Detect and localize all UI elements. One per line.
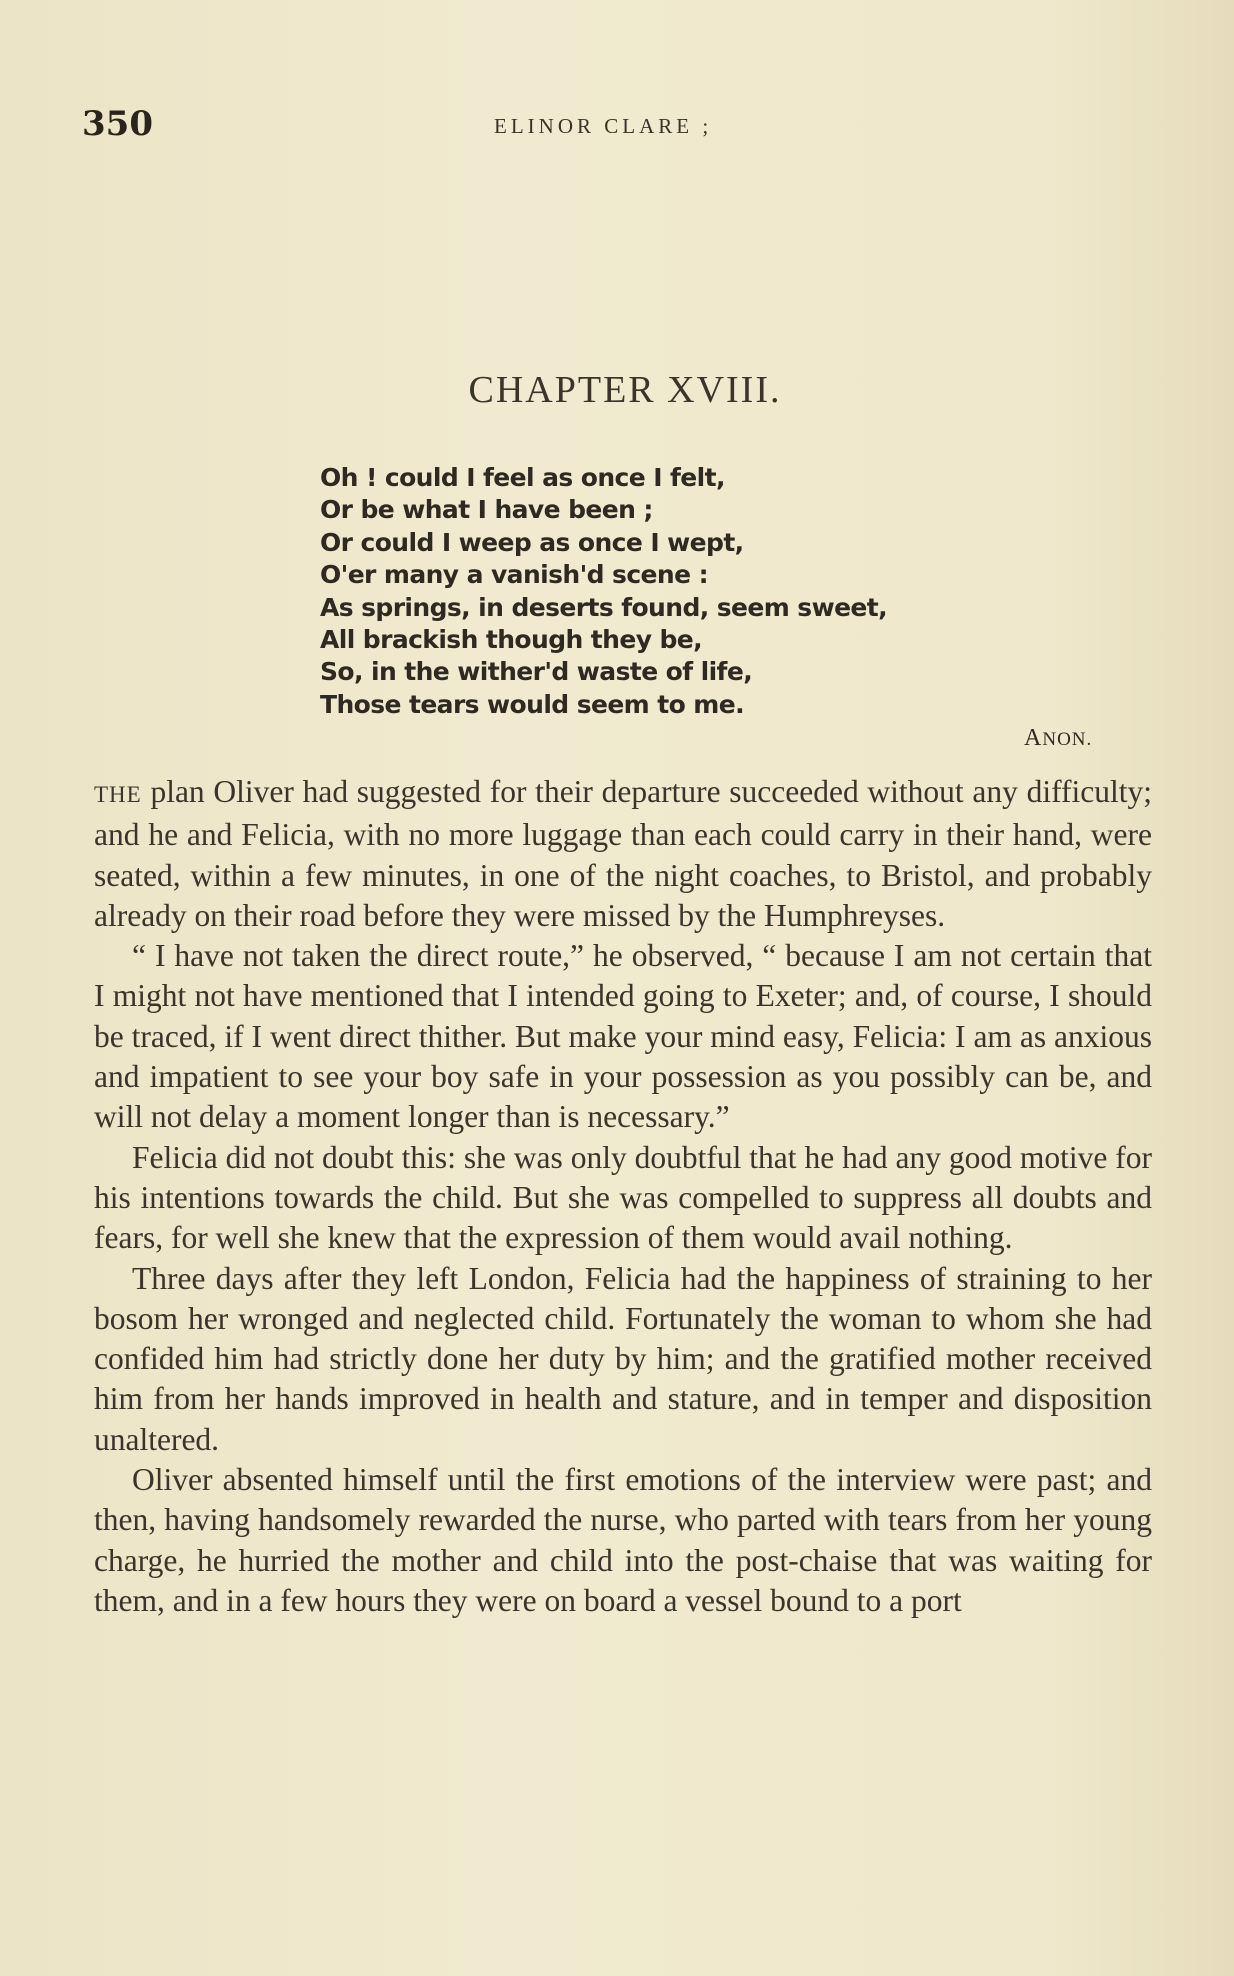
body-text <box>94 772 1152 1621</box>
paragraph: “ I have not taken the direct route,” he observed, “ because I am not certain that I might not have mentioned that I intended going to Exeter; and, of course, I should be traced, if I went direct thither. But make your mind easy, Felicia: I am as anxious and impatient to see your boy safe in your possession as you possibly can be, and will not delay a moment longer than is necessary.” <box>94 938 1152 1135</box>
epigraph-line: Or could I weep as once I wept, <box>320 527 744 557</box>
paragraph <box>94 772 1152 936</box>
epigraph-line: Or be what I have been ; <box>320 495 653 525</box>
epigraph-line: So, in the wither'd waste of life, <box>320 657 753 687</box>
paragraph-text: plan Oliver had suggested for their departure succeeded without any difficulty; and he and Felicia, with no more luggage than each could carry in their hand, were seated, within a few minutes, in one of the night coaches, to Bristol, and probably already on their road before they were missed by the Humphreyses. <box>94 774 1152 933</box>
attribution-initial: A <box>1024 725 1043 751</box>
epigraph-line: All brackish though they be, <box>320 625 703 655</box>
epigraph-attribution <box>1024 725 1092 752</box>
running-head <box>82 104 1152 148</box>
chapter-title: CHAPTER XVIII. <box>468 369 782 411</box>
paragraph: Oliver absented himself until the first emotions of the interview were past; and then, having handsomely rewarded the nurse, who parted with tears from her young charge, he hurried the mother and child into the post-chaise that was waiting for them, and in a few hours they were on board a vessel bound to a port <box>94 1462 1152 1618</box>
paragraph: Three days after they left London, Felicia had the happiness of straining to her bosom her wronged and neglected child. Fortunately the woman to whom she had confided him had strictly done her duty by him; and the gratified mother received him from her hands improved in health and stature, and in temper and disposition unaltered. <box>94 1260 1152 1457</box>
epigraph <box>320 462 1120 721</box>
running-title: ELINOR CLARE ; <box>494 114 713 138</box>
epigraph-line: As springs, in deserts found, seem sweet, <box>320 592 888 622</box>
epigraph-line: O'er many a vanish'd scene : <box>320 560 708 590</box>
attribution-rest: NON. <box>1042 729 1093 750</box>
epigraph-line: Oh ! could I feel as once I felt, <box>320 463 725 492</box>
paragraph: Felicia did not doubt this: she was only doubtful that he had any good motive for his intentions towards the child. But she was compelled to suppress all doubts and fears, for well she knew that the expression of them would avail nothing. <box>94 1139 1152 1256</box>
epigraph-line: Those tears would seem to me. <box>320 689 744 719</box>
page-number: 350 <box>82 104 153 144</box>
paragraph-opening-word: THE <box>94 782 142 807</box>
